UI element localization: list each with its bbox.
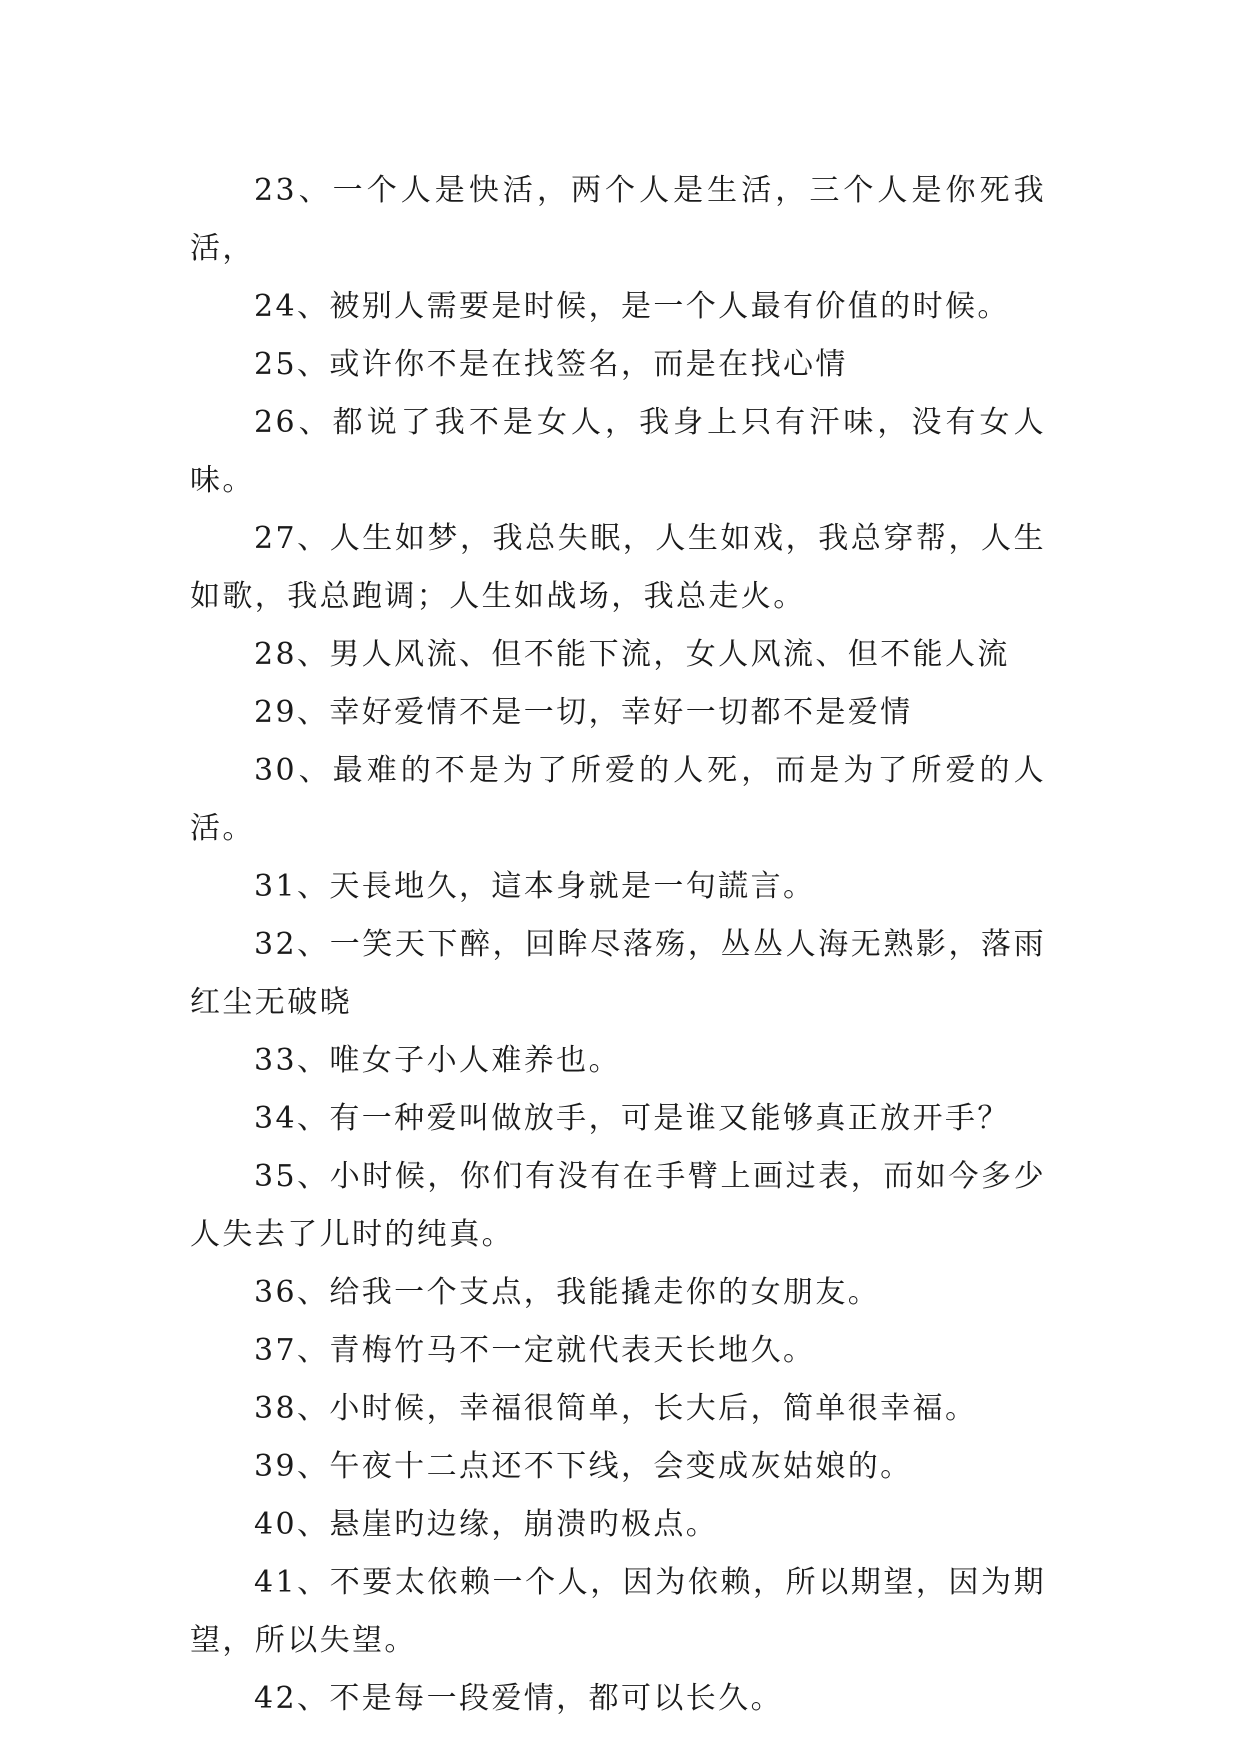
paragraph-38: 38、小时候，幸福很简单，长大后，简单很幸福。: [254, 1391, 978, 1426]
paragraph-28: 28、男人风流、但不能下流，女人风流、但不能人流: [254, 637, 1010, 672]
paragraph-37: 37、青梅竹马不一定就代表天长地久。: [254, 1333, 816, 1368]
paragraph-33: 33、唯女子小人难养也。: [254, 1043, 621, 1078]
paragraph-25: 25、或许你不是在找签名，而是在找心情: [254, 347, 848, 382]
document-body: [190, 162, 1046, 1728]
paragraph-41: 41、不要太依赖一个人，因为依赖，所以期望，因为期望，所以失望。: [190, 1565, 1046, 1658]
paragraph-42: 42、不是每一段爱情，都可以长久。: [254, 1681, 783, 1716]
paragraph-31: 31、天長地久，這本身就是一句謊言。: [254, 869, 816, 904]
paragraph-35: 35、小时候，你们有没有在手臂上画过表，而如今多少人失去了儿时的纯真。: [190, 1159, 1046, 1252]
paragraph-24: 24、被别人需要是时候，是一个人最有价值的时候。: [254, 289, 1010, 324]
paragraph-32: 32、一笑天下醉，回眸尽落殇，丛丛人海无熟影，落雨红尘无破晓: [190, 927, 1046, 1020]
paragraph-23: 23、一个人是快活，两个人是生活，三个人是你死我活，: [190, 173, 1046, 266]
paragraph-29: 29、幸好爱情不是一切，幸好一切都不是爱情: [254, 695, 913, 730]
paragraph-36: 36、给我一个支点，我能撬走你的女朋友。: [254, 1275, 881, 1310]
paragraph-27: 27、人生如梦，我总失眠，人生如戏，我总穿帮，人生如歌，我总跑调；人生如战场，我总走火。: [190, 521, 1046, 614]
paragraph-39: 39、午夜十二点还不下线，会变成灰姑娘的。: [254, 1449, 913, 1484]
paragraph-26: 26、都说了我不是女人，我身上只有汗味，没有女人味。: [190, 405, 1046, 498]
paragraph-30: 30、最难的不是为了所爱的人死，而是为了所爱的人活。: [190, 753, 1046, 846]
paragraph-34: 34、有一种爱叫做放手，可是谁又能够真正放开手？: [254, 1101, 1010, 1136]
paragraph-40: 40、悬崖旳边缘，崩溃旳极点。: [254, 1507, 719, 1542]
